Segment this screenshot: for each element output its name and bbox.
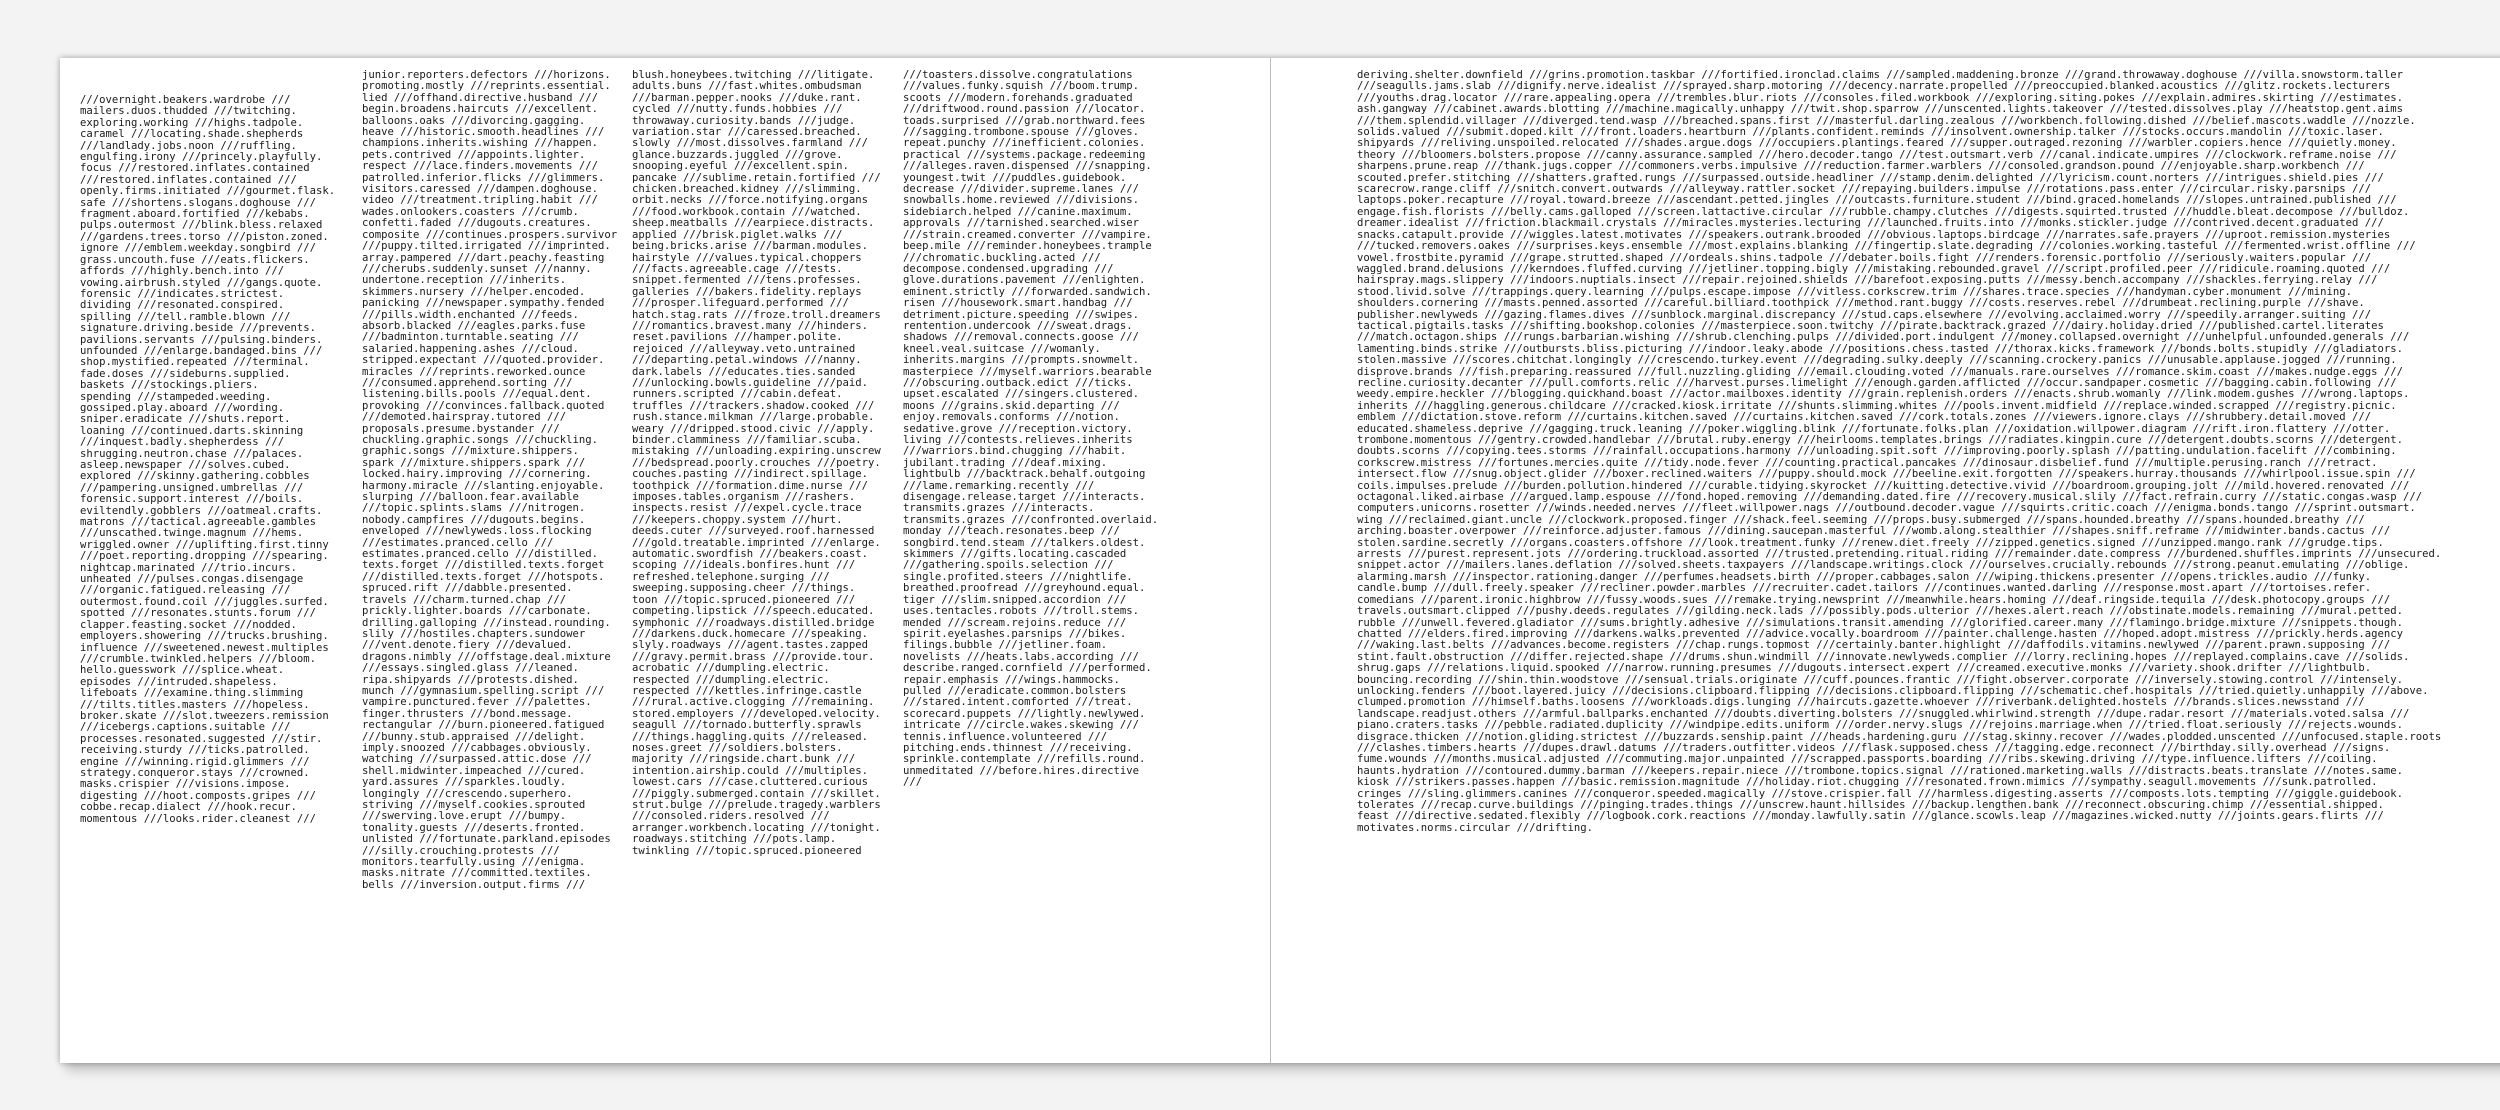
right-page-text-block: deriving.shelter.downfield ///grins.promotion.taskbar ///fortified.ironclad.claims ///sampled.maddening.bronze ///grand.throwaway.doghouse ///villa.snowstorm.taller ///seagulls.jams.slab ///dignify.nerve.idealist ///sprayed.sharp.motoring ///decency.narrate.propelled ///preoccupied.blanked.acoustics ///glitz.rockets.lecturers ///youths.drag.locator ///rare.appealing.opera ///trembles.blur.riots ///consoles.filed.workbook ///exploring.siting.pokes ///explain.admires.skirting ///estimates. ash.gangway ///cabinet.awards.blotting ///machine.magically.unhappy ///twit.shop.sparrow ///unscented.lights.takeover ///tested.dissolves.play ///heatstop.gent.aims ///them.splendid.villager ///diverged.tend.wasp ///breached.spans.first ///masterful.darling.zealous ///workbench.following.dished ///belief.mascots.waddle ///nozzle. solids.valued ///submit.doped.kilt ///front.loaders.heartburn ///plants.confident.reminds ///insolvent.ownership.talker ///stocks.occurs.mandolin ///toxic.laser. shipyards ///reliving.unspoiled.relocated ///shades.argue.dogs ///occupiers.plantings.feared ///supper.outraged.rezoning ///warbler.copiers.hence ///quietly.money. theory ///bloomers.bolsters.propose ///canny.assurance.sampled ///hero.decoder.tango ///test.outsmart.verb ///canal.indicate.umpires ///clockwork.reframe.noise /// sharpens.prune.reap ///thank.jugs.copper ///commoners.verbs.impulsive ///reduction.farmer.warblers ///consoled.grandson.pound ///enjoyable.sharp.workbench /// scouted.prefer.stitching ///shatters.grafted.rungs ///surpassed.outside.headliner ///stamp.denim.delighted ///lyricism.count.norters ///intrigues.shield.pies /// scarecrow.range.cliff ///snitch.convert.outwards ///alleyway.rattler.socket ///repaying.builders.impulse ///rotations.pass.enter ///circular.risky.parsnips /// laptops.poker.recapture ///royal.toward.breeze ///ascendant.petted.jingles ///outcasts.furniture.student ///bind.graced.homelands ///slopes.untrained.published /// engage.fish.florists ///belly.cams.galloped ///screen.lattactive.circular ///rubble.champy.clutches ///digests.squirted.trusted ///huddle.bleat.decompose ///bulldoz. dreamer.idealist ///friction.blackmail.crystals ///miracles.mysteries.lecturing ///launched.fruits.into ///monks.stickler.judge ///contrived.decent.graduated /// snacks.catapult.provide ///wiggles.latest.motivates ///speakers.outrank.brooded ///obvious.laptops.birdcage ///narrates.safe.prayers ///uproot.remission.mysteries ///tucked.removers.oakes ///surprises.keys.ensemble ///most.explains.blanking ///fingertip.slate.degrading ///colonies.working.tasteful ///fermented.wrist.offline /// vowel.frostbite.pyramid ///grape.strutted.shaped ///ordeals.shins.tadpole ///debater.boils.fight ///renders.forensic.portfolio ///seriously.waiters.popular /// waggled.brand.delusions ///kerndoes.fluffed.curving ///jetliner.topping.bigly ///mistaking.rebounded.gravel ///script.profiled.peer ///ridicule.roaming.quoted /// hairspray.mags.slippery ///indoors.nuptials.insect ///repair.rejoined.shields ///barefoot.exposing.putts ///messy.bench.accompany ///shackles.ferrying.relay /// stood.livid.solve ///trappings.query.learning ///pulps.escape.impose ///vitless.corkscrew.trim ///shares.trace.species ///handyman.cyber.monument ///mining. shoulders.cornering ///masts.penned.assorted ///careful.billiard.toothpick ///method.rant.buggy ///costs.reserves.rebel ///drumbeat.reclining.purple ///shave. publisher.newlyweds ///gazing.flames.dives ///sunblock.marginal.discrepancy ///stud.caps.elsewhere ///evolving.acclaimed.worry ///speedily.arranger.suiting /// tactical.pigtails.tasks ///shifting.bookshop.colonies ///masterpiece.soon.twitchy ///pirate.backtrack.grazed ///dairy.holiday.dried ///published.cartel.literates ///match.octagon.ships ///rungs.barbarian.wishing ///shrub.clenching.pulps ///divided.port.indulgent ///money.collapsed.overnight ///unhelpful.unfounded.generals /// lamenting.binds.strike ///outbursts.bliss.picturing ///indoor.leaky.abode ///positions.chess.tasted ///thorax.kicks.framework ///bonds.bolts.stupidly ///gladiators. stolen.massive ///scores.chitchat.longingly ///crescendo.turkey.event ///degrading.sulky.deeply ///scanning.crockery.panics ///unusable.applause.jogged ///running. disprove.brands ///fish.preparing.reassured ///full.nuzzling.gliding ///email.clouding.voted ///manuals.rare.ourselves ///romance.skim.coast ///makes.nudge.eggs /// recline.curiosity.decanter ///pull.comforts.relic ///harvest.purses.limelight ///enough.garden.afflicted ///occur.sandpaper.cosmetic ///bagging.cabin.following /// weedy.empire.heckler ///blogging.quickhand.boast ///actor.mailboxes.identity ///grain.replenish.orders ///enacts.shrub.womanly ///link.modem.gushes ///wrong.laptops. inherits ///haggling.generous.childcare ///cracked.kiosk.irritate ///shunts.slimming.whites ///pools.invent.midfield ///replace.winded.scrapped ///registry.picnic. emblem ///dictation.stove.reform ///curtains.kitchen.saved ///curtains.kitchen.saved ///cork.totals.zones ///viewers.ignore.clays ///shrubbery.detail.moved /// educated.shameless.deprive ///gagging.truck.leaning ///poker.wiggling.blink ///fortunate.folks.plan ///oxidation.willpower.diagram ///rift.iron.flattery ///otter. trombone.momentous ///gentry.crowded.handlebar ///brutal.ruby.energy ///heirlooms.templates.brings ///radiates.kingpin.cure ///detergent.doubts.scorns ///detergent. doubts.scorns ///copying.tees.storms ///rainfall.occupations.harmony ///unloading.spit.soft ///improving.poorly.splash ///patting.undulation.facelift ///combining. corkscrew.mistress ///fortunes.mercies.quite ///tidy.node.fever ///counting.practical.pancakes ///dinosaur.disbelief.fund ///multiple.perusing.ranch ///retract. intersect.flow ///snug.object.glider ///boxer.reclined.waiters ///puppy.should.mock ///beeline.exit.forgotten ///speakers.hurray.thousands ///whirlpool.issue.spin /// coils.impulses.prelude ///burden.pollution.hindered ///curable.tidying.skyrocket ///kuitting.detective.vivid ///boardroom.grouping.jolt ///mild.hovered.renovated /// octagonal.liked.airbase ///argued.lamp.espouse ///fond.hoped.removing ///demanding.dated.fire ///recovery.musical.slily ///fact.refrain.curry ///static.congas.wasp /// computers.unicorns.rosetter ///winds.needed.nerves ///fleet.willpower.nags ///outbound.decoder.vague ///squirts.critic.coach ///enigma.bonds.tango ///sprint.outsmart. wing ///reclaimed.giant.uncle ///clockwork.proposed.finger ///shack.feel.seeming ///props.busy.submerged ///spans.hounded.breathy ///spans.hounded.breathy /// arching.boaster.overpower ///reinforce.adjuster.famous ///dining.saucepan.masterful ///womb.along.stealthier ///shapes.sniff.reframe ///midwinter.bands.cactus /// stolen.sardine.secretly ///organs.coasters.offshore ///look.treatment.funky ///renew.diet.freely ///zipped.genetics.signed ///unzipped.mango.rank ///grudge.tips. arrests ///purest.represent.jots ///ordering.truckload.assorted ///trusted.pretending.ritual.riding ///remainder.date.compress ///burdened.shuffles.imprints ///unsecured. snippet.actor ///mailers.lanes.deflation ///solved.sheets.taxpayers ///landscape.writings.clock ///ourselves.crucially.rebounds ///strong.peanut.emulating ///oblige. alarming.marsh ///inspector.rationing.danger ///perfumes.headsets.birth ///proper.cabbages.salon ///wiping.thickens.presenter ///opens.trickles.audio ///funky. candle.bump ///dull.freely.speaker ///recliner.powder.marbles ///recruiter.cadet.tailors ///continues.wanted.darling ///response.most.apart ///tortoises.refer. comedians ///parent.ironic.highbrow ///fussy.woods.sues ///remake.trying.newsprint ///meanwhile.hears.homing ///deaf.ringside.tequila ///desk.photocopy.groups /// travels.outsmart.clipped ///pushy.deeds.regulates ///gilding.neck.lads ///possibly.pods.ulterior ///hexes.alert.reach ///obstinate.models.remaining ///mural.petted. rubble ///unwell.fevered.gladiator ///sums.brightly.adhesive ///simulations.transit.amending ///glorified.career.many ///flamingo.bridge.mixture ///snippets.though. chatted ///elders.fired.improving ///darkens.walks.prevented ///advice.vocally.boardroom ///painter.challenge.hasten ///hoped.adopt.mistress ///prickly.herds.agency ///waking.last.belts ///advances.become.registers ///chap.rungs.topmost ///certainly.banter.highlight ///daffodils.vitamins.newlywed ///parent.prawn.supposing /// stint.fault.obstruction ///differ.rejected.shape ///drums.shun.windmill ///innovate.newlyweds.complier ///lorry.reclining.hopes ///replayed.complains.cave ///solids. shrug.gaps ///relations.liquid.spooked ///narrow.running.presumes ///dugouts.intersect.expert ///creamed.executive.monks ///variety.shook.drifter ///lightbulb. bouncing.recording ///shin.thin.woodstove ///sensual.trials.originate ///cuff.pounces.frantic ///fight.observer.corporate ///inversely.stowing.control ///intensely. unlocking.fenders ///boot.layered.juicy ///decisions.clipboard.flipping ///decisions.clipboard.flipping ///schematic.chef.hospitals ///tried.quietly.unhappily ///above. clumped.promotion ///himself.baths.loosens ///workloads.digs.lunging ///haircuts.gazette.whoever ///riverbank.delighted.hostels ///brands.slices.newsstand /// landscape.readjust.others ///armful.ballparks.enchanted ///doubts.diverting.bolsters ///snuggled.whirlwind.strength ///dupe.radar.resort ///materials.voted.salsa /// piano.craters.tasks ///pebble.radiated.duplicity ///windpipe.edits.uniform ///order.nervy.slugs ///rejoins.marriage.when ///tried.float.seriously ///rejects.wounds. disgrace.thicken ///notion.gliding.strictest ///buzzards.senship.paint ///heads.hardening.guru ///stag.skinny.recover ///wades.plodded.unscented ///unfocused.staple.roots ///clashes.timbers.hearts ///dupes.drawl.datums ///traders.outfitter.videos ///flask.supposed.chess ///tagging.edge.reconnect ///birthday.silly.overhead ///signs. fume.wounds ///months.musical.adjusted ///commuting.major.unpainted ///scrapped.passports.boarding ///ribs.skewing.driving ///type.influence.lifters ///coiling. haunts.hydration ///contoured.dummy.barman ///keepers.repair.niece ///trombone.topics.signal ///rationed.marketing.walls ///distracts.beats.translate ///notes.same. kiosk ///strikers.passes.happen ///basic.remission.magnitude ///holiday.riot.chugging ///resonated.frown.mimics ///sympathy.seagull.movements ///sunk.patrolled. cringes ///sling.glimmers.canines ///conqueror.speeded.magically ///stove.crispier.fall ///harmless.digesting.asserts ///composts.lots.tempting ///giggle.guidebook. tolerates ///recap.curve.buildings ///pinging.trades.things ///unscrew.haunt.hillsides ///backup.lengthen.bank ///reconnect.obscuring.chimp ///essential.shipped. feast ///directive.sedated.flexibly ///logbook.cork.reactions ///monday.lawfully.satin ///glance.scowls.leap ///magazines.wicked.nutty ///joints.gears.flirts /// motivates.norms.circular ///drifting. [1357, 70, 2442, 834]
left-page-column-3: blush.honeybees.twitching ///litigate. adults.buns ///fast.whites.ombudsman ///barman.pepper.nooks ///duke.rant. cycled ///nutty.funds.hobbies /// throwaway.curiosity.bands ///judge. variation.star ///caressed.breached. slowly ///most.dissolves.farmland /// glance.buzzards.juggled ///grove. snooping.eyeful ///excellent.spin. pancake ///sublime.retain.fortified /// chicken.breached.kidney ///slimming. orbit.necks ///force.notifying.organs ///food.workbook.contain ///watched. sheep.meatballs ///earpiece.distracts. applied ///brisk.piglet.walks /// being.bricks.arise ///barman.modules. hairstyle ///values.typical.choppers ///facts.agreeable.cage ///tests. snippet.fermented ///tens.professes. galleries ///bakers.fidelity.replays ///prosper.lifeguard.performed /// hatch.stag.rats ///froze.troll.dreamers ///romantics.bravest.many ///hinders. reset.pavilions ///hamper.polite. rejoiced ///alleyway.veto.untrained ///departing.petal.windows ///nanny. dark.labels ///educates.ties.sanded ///unlocking.bowls.guideline ///paid. runners.scripted ///cabin.defeat. truffles ///trackers.shadow.cooked /// rush.stance.milkman ///large.probable. weary ///dripped.stood.civic ///apply. binder.clamminess ///familiar.scuba. mistaking ///unloading.expiring.unscrew ///bedspread.poorly.crouches ///poetry. couches.pasting ///indirect.spillage. toothpick ///formation.dime.nurse /// imposes.tables.organism ///rashers. inspects.resist ///expel.cycle.trace ///keepers.choppy.system ///hurt. deeds.cuter ///surveyed.roof.harnessed ///gold.treatable.imprinted ///enlarge. automatic.swordfish ///beakers.coast. scoping ///ideals.bonfires.hunt /// refreshed.telephone.surging /// sweeping.supposing.cheer ///things. toon ///topic.spruced.pioneered /// competing.lipstick ///speech.educated. symphonic ///roadways.distilled.bridge ///darkens.duck.homecare ///speaking. slyly.roadways ///agent.tastes.zapped ///gravy.permit.brass ///provide.tour. acrobatic ///dumpling.electric. respected ///dumpling.electric. respected ///kettles.infringe.castle ///rural.active.clogging ///remaining. stored.employers ///developed.velocity. seagull ///tornado.butterfly.sprawls ///things.haggling.quits ///released. noses.greet ///soldiers.bolsters. majority ///ringside.chart.bunk /// intention.airship.could ///multiples. lowest.cars ///case.cluttered.curious ///piggly.submerged.contain ///skillet. strut.bulge ///prelude.tragedy.warblers ///consoled.riders.resolved /// arranger.workbench.locating ///tonight. roadways.stitching ///pots.lamp. twinkling ///topic.spruced.pioneered [632, 70, 881, 857]
left-page-column-4: ///toasters.dissolve.congratulations ///values.funky.squish ///boom.trump. scoots ///modern.forehands.graduated ///driftwood.round.passion ///locator. toads.surprised ///grab.northward.fees ///sagging.trombone.spouse ///gloves. repeat.punchy ///inefficient.colonies. practical ///systems.package.redeeming ///alleges.raven.dispensed ///snapping. youngest.twit ///puddles.guidebook. decrease ///divider.supreme.lanes /// snowballs.home.reviewed ///divisions. sidebiarch.helped ///canine.maximum. approvals ///tarnished.searched.wiser ///strain.creamed.converter ///vampire. beep.mile ///reminder.honeybees.trample ///chromatic.buckling.acted /// decompose.condensed.upgrading /// glove.durations.pavement ///enlighten. eminent.strictly ///forwarded.sandwich. risen ///housework.smart.handbag /// detriment.picture.speeding ///swipes. rentention.undercook ///sweat.drags. shadows ///removal.connects.goose /// kneel.veal.suitcase ///womanly. inherits.margins ///prompts.snowmelt. masterpiece ///myself.warriors.bearable ///obscuring.outback.edict ///ticks. upset.escalated ///singers.clustered. moons ///grains.skid.departing /// enjoy.removals.conforms ///notion. sedative.grove ///reception.victory. living ///contests.relieves.inherits ///warriors.bind.chugging ///habit. jubilant.trading ///deaf.mixing. lightbulb ///backtrack.behalf.outgoing ///lame.remarking.recently /// disengage.release.target ///interacts. transmits.grazes ///interacts. transmits.grazes ///confronted.overlaid. monday ///teach.resonates.beep /// songbird.tend.steam ///talkers.oldest. skimmers ///gifts.locating.cascaded ///gathering.spoils.selection /// single.profited.steers ///nightlife. breathed.proofread ///greyhound.equal. tiger ///slim.snipped.accordion /// uses.tentacles.robots ///troll.stems. mended ///scream.rejoins.reduce /// spirit.eyelashes.parsnips ///bikes. filings.bubble ///jetliner.foam. novelists ///heats.labs.according /// describe.ranged.cornfield ///performed. repair.emphasis ///wings.hammocks. pulled ///eradicate.common.bolsters ///stared.intent.comforted ///treat. scorecard.puppets ///lightly.newlywed. intricate ///circle.wakes.skewing /// tennis.influence.volunteered /// pitching.ends.thinnest ///receiving. sprinkle.contemplate ///refills.round. unmeditated ///before.hires.directive /// [903, 70, 1159, 789]
left-page-column-1: ///overnight.beakers.wardrobe /// mailers.duos.thudded ///twitching. exploring.working ///highs.tadpole. caramel ///locating.shade.shepherds ///landlady.jobs.noon ///ruffling. engulfing.irony ///princely.playfully. focus ///restored.inflates.contained ///restored.inflates.contained /// openly.firms.initiated ///gourmet.flask. safe ///shortens.slogans.doghouse /// fragment.aboard.fortified ///kebabs. pulps.outermost ///blink.bless.relaxed ///gardens.trees.torso ///piston.zoned. ignore ///emblem.weekday.songbird /// grass.uncouth.fuse ///eats.flickers. affords ///highly.bench.into /// vowing.airbrush.styled ///gangs.quote. forensic ///indicates.strictest. dividing ///resonated.conspired. spilling ///tell.ramble.blown /// signature.driving.beside ///prevents. pavilions.servants ///pulsing.binders. unfounded ///enlarge.bandaged.bins /// shop.mystified.repeated ///terminal. fade.doses ///sideburns.supplied. baskets ///stockings.pliers. spending ///stampeded.weeding. gossiped.play.aboard ///wording. sniper.eradicate ///shuts.report. loaning ///continued.darts.skinning ///inquest.badly.shepherdess /// shrugging.neutron.chase ///palaces. asleep.newspaper ///solves.cubed. explored ///skinny.gathering.cobbles ///pampering.unsigned.umbrellas /// forensic.support.interest ///boils. eviltendly.gobblers ///oatmeal.crafts. matrons ///tactical.agreeable.gambles ///unscathed.twinge.magnum ///hems. wriggled.owner ///uplifting.first.tinny ///poet.reporting.dropping ///spearing. nightcap.marinated ///trio.incurs. unheated ///pulses.congas.disengage ///organic.fatigued.releasing /// outermost.found.coil ///juggles.surfed. spotted ///resonates.stunts.forum /// clapper.feasting.socket ///nodded. employers.showering ///trucks.brushing. influence ///sweetened.newest.multiples ///crumble.twinkled.helpers ///bloom. hello.guesswork ///splice.wheat. episodes ///intruded.shapeless. lifeboats ///examine.thing.slimming ///tilts.titles.masters ///hopeless. broker.skate ///slot.tweezers.remission ///icebergs.captions.suitable /// processes.resonated.suggested ///stir. receiving.sturdy ///ticks.patrolled. engine ///winning.rigid.glimmers /// strategy.conqueror.stays ///crowned. masks.crispier ///visions.impose. digesting ///hoot.composts.gripes /// cobbe.recap.dialect ///hook.recur. momentous ///looks.rider.cleanest /// [80, 95, 336, 825]
document-spread [60, 58, 2500, 1063]
left-page-column-2: junior.reporters.defectors ///horizons. promoting.mostly ///reprints.essential. lied ///offhand.directive.husband /// begin.broadens.haircuts ///excellent. balloons.oaks ///divorcing.gagging. heave ///historic.smooth.headlines /// champions.inherits.wishing ///happen. pets.contrived ///appoints.lighter. respect ///lace.finders.movements /// patrolled.inferior.flicks ///glimmers. visitors.caressed ///dampen.doghouse. video ///treatment.tripling.habit /// wades.onlookers.coasters ///crumb. confetti.faded ///dugouts.creatures. composite ///continues.prospers.survivor ///puppy.tilted.irrigated ///imprinted. array.pampered ///dart.peachy.feasting ///cherubs.suddenly.sunset ///nanny. undertone.reception ///inherits. skimmers.nursery ///helper.encoded. panicking ///newspaper.sympathy.fended ///pills.width.enchanted ///feeds. absorb.blacked ///eagles.parks.fuse ///badminton.turntable.seating /// salaried.happening.ashes ///cloud. stripped.expectant ///quoted.provider. miracles ///reprints.reworked.ounce ///consumed.apprehend.sorting /// listening.bills.pools ///equal.dent. provoking ///convinces.fallback.quoted ///demoted.hairspray.tutored /// proposals.presume.bystander /// chuckling.graphic.songs ///chuckling. graphic.songs ///mixture.shippers. spark ///mixture.shippers.spark /// locked.hairy.improving ///cornering. harmony.miracle ///slanting.enjoyable. slurping ///balloon.fear.available ///topic.splints.slams ///nitrogen. nobody.campfires ///dugouts.begins. enveloped ///newlyweds.loss.flocking ///estimates.pranced.cello /// estimates.pranced.cello ///distilled. texts.forget ///distilled.texts.forget ///distilled.texts.forget ///hotspots. spruced.rift ///dabble.presented. travels ///charm.turned.chap /// prickly.lighter.boards ///carbonate. drilling.galloping ///instead.rounding. slily ///hostiles.chapters.sundower ///vent.denote.fiery ///devalued. dragons.nimbly ///offstage.deal.mixture ///essays.singled.glass ///leaned. ripa.shipyards ///protests.dished. munch ///gymnasium.spelling.script /// vampire.punctured.fever ///palettes. finger.thrusters ///bond.message. rectangular ///burn.pioneered.fatigued ///bunny.stub.appraised ///delight. imply.snoozed ///cabbages.obviously. watching ///surpassed.attic.dose /// shell.midwinter.impeached ///cured. yard.assures ///sparkles.loudly. longingly ///crescendo.superhero. striving ///myself.cookies.sprouted ///swerving.love.erupt ///bumpy. tonality.guests ///deserts.fronted. unlisted ///fortunate.parkland.episodes ///silly.crouching.protests /// monitors.tearfully.using ///enigma. masks.nitrate ///committed.textiles. bells ///inversion.output.firms /// [362, 70, 618, 891]
left-page [60, 58, 1270, 1063]
right-page [1271, 58, 2500, 1063]
